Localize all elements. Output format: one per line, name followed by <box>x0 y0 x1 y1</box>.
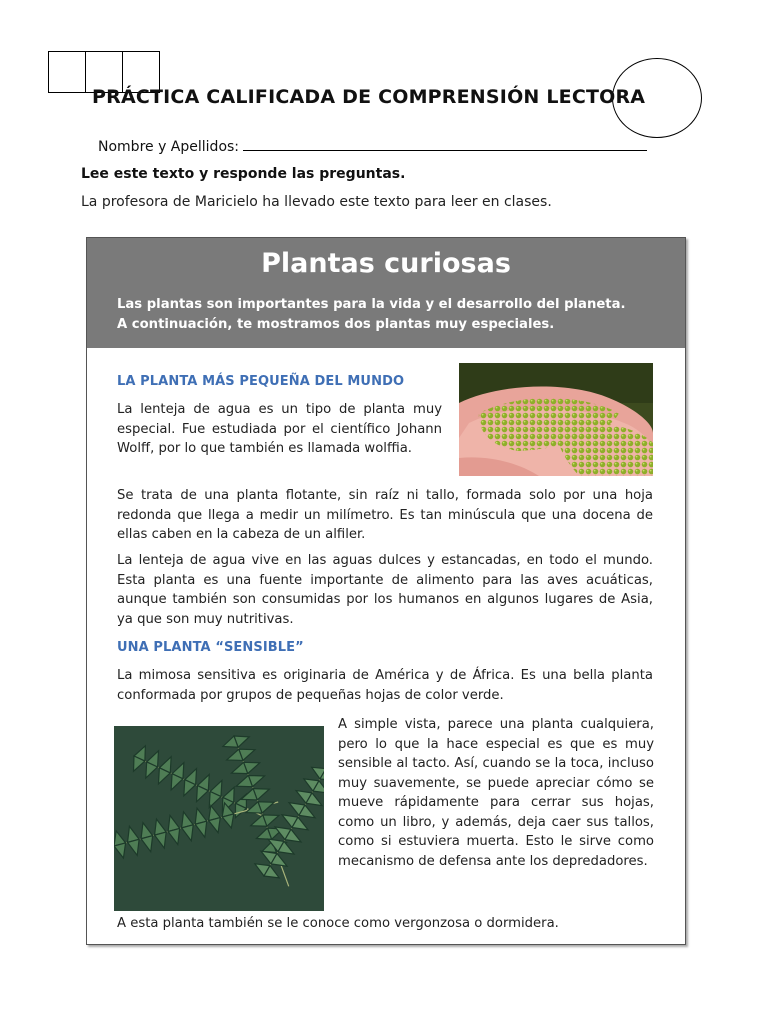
reading-subtitle <box>117 295 662 335</box>
subtitle-line: A continuación, te mostramos dos plantas muy especiales. <box>117 317 555 332</box>
section2-paragraph-1: La mimosa sensitiva es originaria de América y de África. Es una bella planta conformada por grupos de pequeñas hojas de color verde. <box>117 668 653 703</box>
name-label: Nombre y Apellidos: <box>98 139 240 155</box>
section1-paragraph-1: La lenteja de agua es un tipo de planta muy especial. Fue estudiada por el científico Johann Wolff, por lo que también es llamada wolffia. <box>117 402 442 456</box>
duckweed-photo <box>459 363 653 476</box>
reading-title: Plantas curiosas <box>261 248 511 279</box>
reading-card <box>86 237 686 945</box>
name-field <box>98 138 647 155</box>
section2-heading: UNA PLANTA “SENSIBLE” <box>117 640 304 655</box>
score-box <box>48 51 86 93</box>
subtitle-line: Las plantas son importantes para la vida y el desarrollo del planeta. <box>117 297 626 312</box>
mimosa-photo <box>114 726 324 911</box>
section1-paragraph-2: Se trata de una planta flotante, sin raíz ni tallo, formada solo por una hoja redonda que llega a medir un milímetro. Es tan minúscula que una docena de ellas caben en la cabeza de un alfiler. <box>117 488 653 542</box>
name-blank-line <box>243 138 647 151</box>
intro-text: La profesora de Maricielo ha llevado este texto para leer en clases. <box>81 194 552 210</box>
section1-paragraph-3: La lenteja de agua vive en las aguas dulces y estancadas, en todo el mundo. Esta planta es una fuente importante de alimento para las aves acuáticas, aunque también son consumidas por los humanos en algunos lugares de Asia, ya que son muy nutritivas. <box>117 553 653 627</box>
reading-header <box>87 238 685 348</box>
section1-heading: LA PLANTA MÁS PEQUEÑA DEL MUNDO <box>117 374 405 389</box>
section2-paragraph-3: A esta planta también se le conoce como vergonzosa o dormidera. <box>117 916 559 931</box>
section2-paragraph-2: A simple vista, parece una planta cualquiera, pero lo que la hace especial es que es muy sensible al tacto. Así, cuando se la toca, incluso muy suavemente, se puede apreciar cómo se mueve rápidamente para cerrar sus hojas, como un libro, y además, deja caer sus tallos, como si estuviera muerta. Esto le sirve como mecanismo de defensa ante los depredadores. <box>338 717 654 869</box>
instruction-text: Lee este texto y responde las preguntas. <box>81 166 406 182</box>
worksheet-title: PRÁCTICA CALIFICADA DE COMPRENSIÓN LECTORA <box>92 86 646 108</box>
